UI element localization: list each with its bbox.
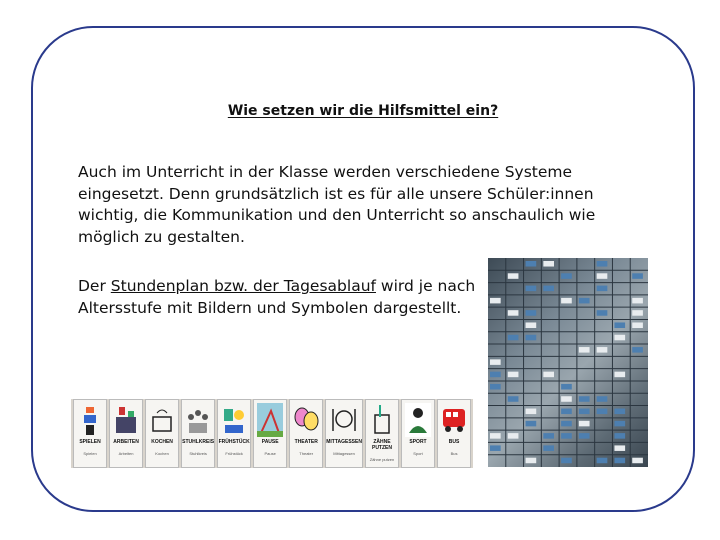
board-symbol-card (579, 421, 590, 427)
symbol-card-caption: Kochen (155, 451, 169, 456)
symbol-card-label: MITTAGESSEN (326, 439, 362, 445)
symbol-card-label: FRÜHSTÜCK (218, 439, 250, 445)
board-symbol-card (526, 310, 537, 316)
board-symbol-card (579, 298, 590, 304)
symbol-card-label: SPORT (409, 439, 427, 445)
playground-icon (257, 403, 283, 437)
board-symbol-card (561, 458, 572, 464)
plate-cutlery-icon (331, 403, 357, 437)
board-symbol-card (526, 261, 537, 267)
board-symbol-card (543, 261, 554, 267)
symbol-card-caption: Theater (299, 451, 314, 456)
symbol-card (401, 399, 435, 468)
symbol-card (437, 399, 471, 468)
board-symbol-card (597, 261, 608, 267)
sports-icon (405, 403, 431, 437)
blocks-icon (77, 403, 103, 437)
board-symbol-card (597, 310, 608, 316)
symbol-card (253, 399, 287, 468)
board-symbol-card (561, 421, 572, 427)
schedule-paragraph (78, 276, 478, 319)
board-symbol-card (543, 372, 554, 378)
breakfast-icon (221, 403, 247, 437)
symbol-card (365, 399, 399, 468)
board-symbol-card (614, 421, 625, 427)
board-symbol-card (632, 347, 643, 353)
board-symbol-card (526, 335, 537, 341)
board-symbol-card (614, 445, 625, 451)
board-symbol-card (614, 335, 625, 341)
symbol-card-caption: Pause (264, 451, 276, 456)
board-symbol-card (490, 445, 501, 451)
symbol-card-caption: Mittagessen (333, 451, 355, 456)
board-symbol-card (490, 433, 501, 439)
board-symbol-card (543, 445, 554, 451)
board-symbol-card (508, 372, 519, 378)
board-symbol-card (597, 458, 608, 464)
symbol-card-label: THEATER (294, 439, 318, 445)
board-symbol-card (508, 335, 519, 341)
symbol-card-caption: Arbeiten (118, 451, 134, 456)
board-symbol-card (490, 298, 501, 304)
board-symbol-card (597, 409, 608, 415)
work-icon (113, 403, 139, 437)
board-symbol-card (632, 310, 643, 316)
board-symbol-card (632, 273, 643, 279)
chair-circle-icon (185, 403, 211, 437)
board-symbol-card (632, 298, 643, 304)
board-symbol-card (508, 310, 519, 316)
symbol-card (145, 399, 179, 468)
board-symbol-card (543, 433, 554, 439)
board-symbol-card (526, 286, 537, 292)
board-symbol-card (632, 322, 643, 328)
symbol-card (217, 399, 251, 468)
board-symbol-card (579, 409, 590, 415)
symbol-card-label: PAUSE (261, 439, 279, 445)
bus-icon (441, 403, 467, 437)
board-symbol-card (614, 458, 625, 464)
board-symbol-card (614, 372, 625, 378)
toothbrush-cup-icon (369, 403, 395, 437)
symbol-card (289, 399, 323, 468)
board-symbol-card (579, 433, 590, 439)
board-symbol-card (561, 409, 572, 415)
symbol-card-caption: Zähne putzen (369, 457, 395, 462)
board-symbol-card (597, 273, 608, 279)
slide-title: Wie setzen wir die Hilfsmittel ein? (227, 103, 499, 119)
board-symbol-card (561, 384, 572, 390)
board-symbol-card (490, 384, 501, 390)
symbol-card (181, 399, 215, 468)
symbol-card (73, 399, 107, 468)
board-symbol-card (579, 396, 590, 402)
board-symbol-card (561, 433, 572, 439)
board-symbol-card (526, 458, 537, 464)
symbol-card-label: KOCHEN (151, 439, 173, 445)
board-symbol-card (508, 433, 519, 439)
symbol-card (325, 399, 363, 468)
symbol-card-caption: Stuhlkreis (189, 451, 207, 456)
board-symbol-card (526, 421, 537, 427)
schedule-link[interactable]: Stundenplan bzw. der Tagesablauf (110, 277, 376, 295)
board-symbol-card (543, 286, 554, 292)
symbol-card-strip-image (71, 399, 473, 468)
board-symbol-card (561, 298, 572, 304)
board-symbol-card (561, 396, 572, 402)
symbol-card-caption: Spielen (83, 451, 97, 456)
board-symbol-card (508, 273, 519, 279)
symbol-card-label: ARBEITEN (113, 439, 139, 445)
board-symbol-card (597, 286, 608, 292)
schedule-board-photo (488, 258, 648, 467)
board-symbol-card (614, 409, 625, 415)
board-symbol-card (561, 273, 572, 279)
board-symbol-card (597, 396, 608, 402)
symbol-card-label: ZÄHNE PUTZEN (371, 439, 392, 451)
symbol-card (109, 399, 143, 468)
board-symbol-card (597, 347, 608, 353)
theater-masks-icon (293, 403, 319, 437)
intro-paragraph: Auch im Unterricht in der Klasse werden verschiedene Systeme eingesetzt. Denn grundsätzlich ist es für alle unsere Schüler:innen wichtig, die Kommunikation und den Unterricht so anschaulich wie möglich zu gestalten. (78, 163, 596, 246)
symbol-card-caption: Bus (450, 451, 458, 456)
board-symbol-card (526, 409, 537, 415)
symbol-card-caption: Frühstück (225, 451, 243, 456)
board-symbol-card (490, 359, 501, 365)
cooking-pot-icon (149, 403, 175, 437)
board-symbol-card (579, 347, 590, 353)
schedule-board-grid (488, 258, 648, 467)
board-symbol-card (526, 322, 537, 328)
symbol-card-label: BUS (448, 439, 460, 445)
board-symbol-card (614, 433, 625, 439)
board-symbol-card (490, 372, 501, 378)
symbol-card-label: STUHLKREIS (182, 439, 215, 445)
schedule-paragraph-prefix: Der (78, 277, 111, 295)
symbol-card-caption: Sport (413, 451, 423, 456)
board-symbol-card (614, 322, 625, 328)
schedule-paragraph-suffix: wird je nach Altersstufe mit Bildern und Symbolen dargestellt. (78, 277, 476, 317)
symbol-card-label: SPIELEN (79, 439, 101, 445)
board-symbol-card (508, 396, 519, 402)
board-symbol-card (632, 458, 643, 464)
